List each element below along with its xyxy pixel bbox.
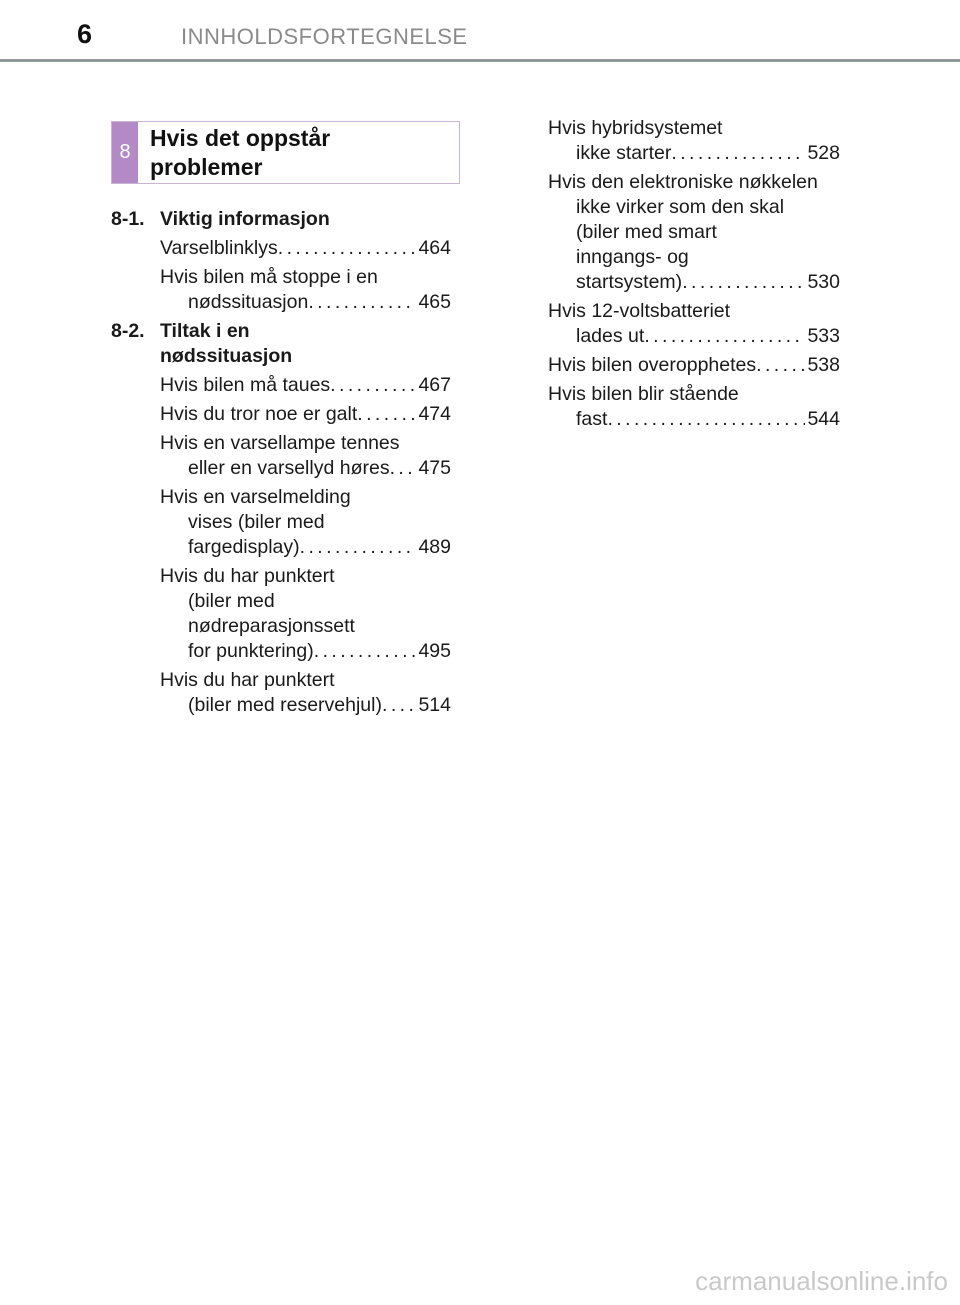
toc-entry-last-line: [160, 290, 451, 315]
section-title: [150, 122, 330, 183]
toc-page-number: 475: [418, 457, 451, 479]
group-title-line: Viktig informasjon: [160, 208, 330, 230]
toc-entry-text: Hvis bilen må stoppe i en: [160, 266, 378, 288]
toc-entry[interactable]: [160, 485, 451, 560]
dot-leader: [671, 141, 805, 166]
toc-entry-text: Hvis en varsellampe tennes: [160, 432, 400, 454]
group-title-line: nødssituasjon: [160, 345, 293, 367]
dot-leader: [390, 456, 417, 481]
toc-entry-text: (biler med: [188, 590, 275, 612]
toc-entry-last-line: [160, 236, 451, 261]
toc-entry[interactable]: [548, 116, 840, 166]
toc-page-number: 544: [807, 408, 840, 430]
dot-leader: [607, 407, 805, 432]
dot-leader: [357, 402, 416, 427]
chapter-header-title: INNHOLDSFORTEGNELSE: [181, 24, 468, 49]
toc-entry-last-line: [548, 324, 840, 349]
toc-entry-text: Hvis du har punktert: [160, 669, 335, 691]
toc-entry-text: Hvis hybridsystemet: [548, 117, 723, 139]
toc-entry-text: Hvis du tror noe er galt: [160, 403, 358, 425]
toc-entry-text: Hvis bilen må taues: [160, 374, 331, 396]
toc-entry-text: lades ut: [576, 325, 645, 347]
toc-page-number: 474: [418, 403, 451, 425]
toc-entry-last-line: [160, 693, 451, 718]
toc-page-number: 528: [807, 142, 840, 164]
toc-entry-text: Hvis bilen overopphetes: [548, 354, 757, 376]
toc-entry-text: nødreparasjonssett: [188, 615, 355, 637]
toc-entry[interactable]: [160, 265, 451, 315]
toc-entry-text: Hvis den elektroniske nøkkelen: [548, 171, 818, 193]
toc-entry-text: fast: [576, 408, 608, 430]
toc-group: [111, 319, 451, 369]
toc-entry-text: Hvis du har punktert: [160, 565, 335, 587]
toc-entry-text: Hvis 12-voltsbatteriet: [548, 300, 731, 322]
watermark: carmanualsonline.info: [695, 1266, 948, 1296]
toc-entry-last-line: [548, 270, 840, 295]
dot-leader: [308, 290, 416, 315]
toc-entry-text: eller en varsellyd høres: [188, 457, 390, 479]
toc-entry-text: Hvis en varselmelding: [160, 486, 351, 508]
toc-page-number: 533: [807, 325, 840, 347]
toc-entry-text: Hvis bilen blir stående: [548, 383, 739, 405]
toc-entry-text: inngangs- og: [576, 246, 689, 268]
toc-page-number: 464: [418, 237, 451, 259]
dot-leader: [682, 270, 805, 295]
toc-right-column: [548, 116, 840, 436]
dot-leader: [330, 373, 416, 398]
page-number: 6: [77, 19, 93, 49]
toc-entry-last-line: [160, 639, 451, 664]
toc-page-number: 538: [807, 354, 840, 376]
dot-leader: [382, 693, 416, 718]
toc-entry[interactable]: [160, 402, 451, 427]
toc-entry-last-line: [548, 353, 840, 378]
toc-entry-text: Varselblinklys: [160, 237, 278, 259]
toc-entry-last-line: [548, 141, 840, 166]
toc-entry[interactable]: [160, 564, 451, 664]
section-number-tab: 8: [112, 122, 138, 183]
toc-entry[interactable]: [548, 382, 840, 432]
toc-entry[interactable]: [548, 170, 840, 295]
dot-leader: [300, 535, 417, 560]
toc-page-number: 495: [418, 640, 451, 662]
toc-entry[interactable]: [160, 668, 451, 718]
toc-entry-text: (biler med reservehjul): [188, 694, 382, 716]
toc-entry-last-line: [160, 402, 451, 427]
section-heading: [111, 121, 460, 184]
dot-leader: [644, 324, 805, 349]
group-number: 8-2.: [111, 320, 145, 342]
toc-entry-text: (biler med smart: [576, 221, 717, 243]
toc-entry[interactable]: [548, 299, 840, 349]
toc-page-number: 530: [807, 271, 840, 293]
toc-entry-text: fargedisplay): [188, 536, 300, 558]
toc-entry[interactable]: [548, 353, 840, 378]
toc-entry[interactable]: [160, 431, 451, 481]
toc-entry-last-line: [548, 407, 840, 432]
toc-entry-text: ikke virker som den skal: [576, 196, 785, 218]
toc-page-number: 467: [418, 374, 451, 396]
toc-left-column: [111, 207, 451, 722]
group-title[interactable]: [160, 207, 451, 232]
section-title-line: Hvis det oppstår: [150, 125, 331, 151]
group-title-line: Tiltak i en: [160, 320, 250, 342]
toc-entry[interactable]: [160, 373, 451, 398]
header-divider: [0, 59, 960, 62]
toc-page-number: 465: [418, 291, 451, 313]
toc-entry-text: for punktering): [188, 640, 314, 662]
toc-entry[interactable]: [160, 236, 451, 261]
toc-group: [111, 207, 451, 232]
toc-entry-text: ikke starter: [576, 142, 672, 164]
dot-leader: [756, 353, 805, 378]
group-title[interactable]: [160, 319, 451, 369]
group-number: 8-1.: [111, 208, 145, 230]
section-title-line: problemer: [150, 154, 263, 180]
toc-entry-text: nødssituasjon: [188, 291, 309, 313]
toc-page-number: 514: [418, 694, 451, 716]
toc-entry-last-line: [160, 456, 451, 481]
toc-entry-text: vises (biler med: [188, 511, 325, 533]
dot-leader: [278, 236, 417, 261]
toc-entry-last-line: [160, 373, 451, 398]
dot-leader: [314, 639, 417, 664]
toc-page-number: 489: [418, 536, 451, 558]
toc-entry-last-line: [160, 535, 451, 560]
toc-entry-text: startsystem): [576, 271, 683, 293]
